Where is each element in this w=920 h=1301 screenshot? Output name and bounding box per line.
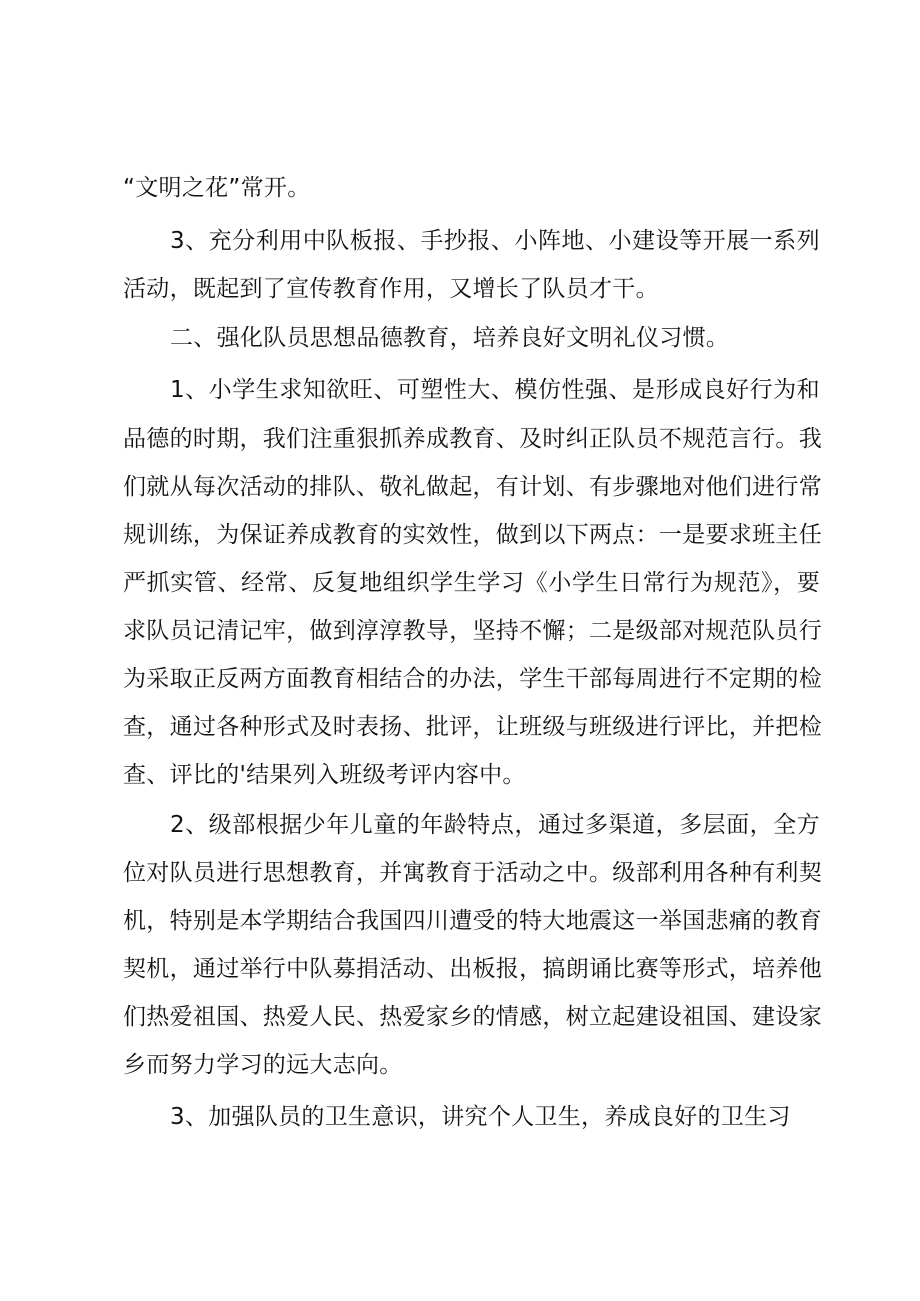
text-line: 为采取正反两方面教育相结合的办法，学生干部每周进行不定期的检	[123, 666, 822, 692]
text-line: 严抓实管、经常、反复地组织学生学习《小学生日常行为规范》，要	[123, 570, 820, 596]
text-line: 3、加强队员的卫生意识，讲究个人卫生，养成良好的卫生习	[170, 1104, 791, 1130]
text-line: 们热爱祖国、热爱人民、热爱家乡的情感，树立起建设祖国、建设家	[123, 1004, 822, 1030]
text-line: 们就从每次活动的排队、敬礼做起，有计划、有步骤地对他们进行常	[123, 474, 822, 500]
text-line: “文明之花”常开。	[123, 175, 311, 201]
text-line: 2、级部根据少年儿童的年龄特点，通过多渠道，多层面，全方	[170, 812, 820, 838]
text-line: 规训练，为保证养成教育的实效性，做到以下两点：一是要求班主任	[123, 522, 822, 548]
text-line: 品德的时期，我们注重狠抓养成教育、及时纠正队员不规范言行。我	[123, 426, 822, 452]
text-line: 3、充分利用中队板报、手抄报、小阵地、小建设等开展一系列	[170, 228, 820, 254]
text-line: 乡而努力学习的远大志向。	[123, 1052, 403, 1078]
text-line: 查、评比的'结果列入班级考评内容中。	[123, 762, 526, 788]
section-heading: 二、强化队员思想品德教育，培养良好文明礼仪习惯。	[170, 325, 730, 351]
text-line: 查，通过各种形式及时表扬、批评，让班级与班级进行评比，并把检	[123, 714, 822, 740]
text-line: 求队员记清记牢，做到淳淳教导，坚持不懈；二是级部对规范队员行	[123, 618, 822, 644]
text-line: 机，特别是本学期结合我国四川遭受的特大地震这一举国悲痛的教育	[123, 908, 822, 934]
text-line: 位对队员进行思想教育，并寓教育于活动之中。级部利用各种有利契	[123, 860, 822, 886]
text-line: 契机，通过举行中队募捐活动、出板报，搞朗诵比赛等形式，培养他	[123, 956, 822, 982]
text-line: 活动，既起到了宣传教育作用，又增长了队员才干。	[123, 276, 659, 302]
text-line: 1、小学生求知欲旺、可塑性大、模仿性强、是形成良好行为和	[170, 377, 820, 403]
